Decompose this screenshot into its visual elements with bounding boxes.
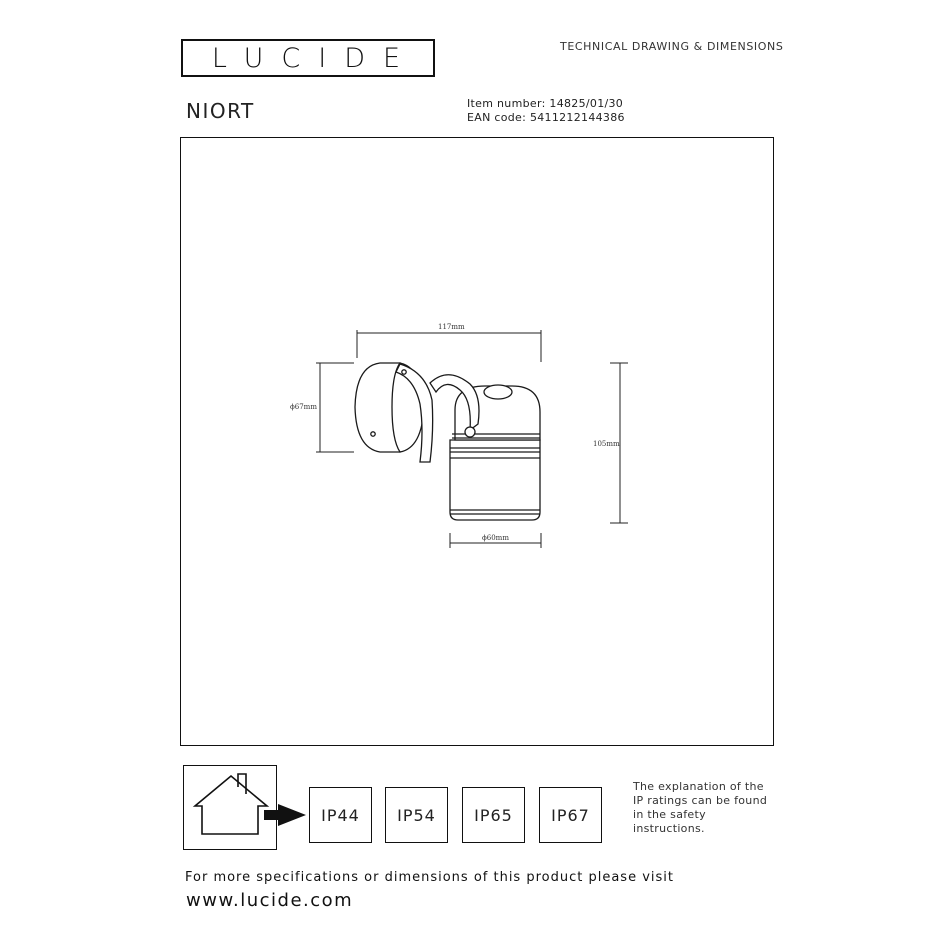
product-name: NIORT [186,99,255,123]
indoor-outdoor-frame [183,765,277,850]
base-screw [371,432,375,436]
top-knob [484,385,512,399]
ean-value: 5411212144386 [529,111,625,124]
base-screw [402,370,406,374]
dim-base-diameter-label: ϕ67mm [290,403,317,411]
ean-label: EAN code: [467,111,527,124]
dim-spot-diameter-label: ϕ60mm [482,534,509,542]
ip65-badge: IP65 [462,787,525,843]
footer-text: For more specifications or dimensions of this product please visit [185,870,674,885]
ip-explanation-note: The explanation of the IP ratings can be found in the safety instructions. [633,780,768,835]
pivot-screw [465,427,475,437]
document-title: TECHNICAL DRAWING & DIMENSIONS [560,40,784,53]
item-number-label: Item number: [467,97,546,110]
dim-height-label: 105mm [593,440,620,448]
brand-logo-text: LUCIDE [211,42,419,74]
ip54-badge: IP54 [385,787,448,843]
lamp-outline [355,363,540,520]
ip44-badge: IP44 [309,787,372,843]
dim-width-label: 117mm [438,323,465,331]
website-link[interactable]: www.lucide.com [186,890,354,911]
item-number-value: 14825/01/30 [549,97,624,110]
ip67-badge: IP67 [539,787,602,843]
